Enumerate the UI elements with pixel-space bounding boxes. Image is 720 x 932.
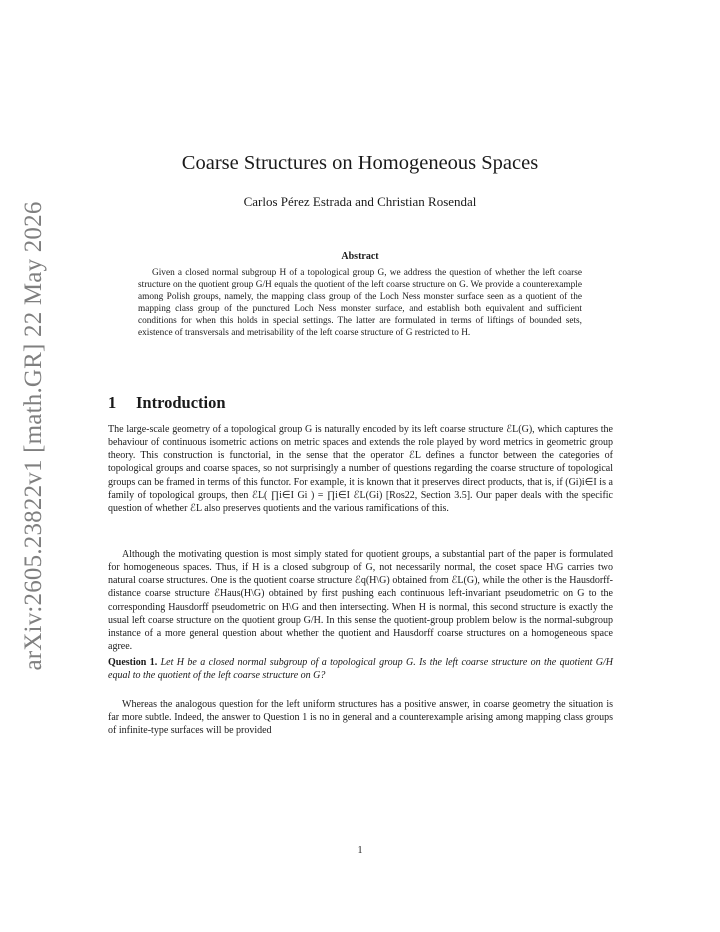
section-heading [108,393,226,413]
intro-paragraph-1: The large-scale geometry of a topological group G is naturally encoded by its left coarse structure ℰL(G), which captures the behaviour of continuous isometric actions on metric spaces and extends the role played by word metrics in geometric group theory. This construction is functorial, in the sense that the operator ℰL defines a functor between the categories of topological groups and coarse spaces, so not surprisingly a number of questions regarding the coarse structure of topological groups can be framed in terms of this functor. For example, it is known that it preserves direct products, that is, if (Gi)i∈I is a family of topological groups, then ℰL( ∏i∈I Gi ) = ∏i∈I ℰL(Gi) [Ros22, Section 3.5]. Our paper deals with the specific question of whether ℰL also preserves quotients and the various ramifications of this. [108,424,613,514]
section-number: 1 [108,393,117,412]
paper-authors: Carlos Pérez Estrada and Christian Rosendal [243,194,477,209]
intro-paragraph-3: Whereas the analogous question for the left uniform structures has a positive answer, in coarse geometry the situation is far more subtle. Indeed, the answer to Question 1 is no in general and a counterexample arising among mapping class groups of infinite-type surfaces will be provided [108,699,613,737]
section-title: Introduction [136,393,226,412]
arxiv-identifier [8,201,60,671]
paper-title: Coarse Structures on Homogeneous Spaces [181,152,539,174]
abstract-text: Given a closed normal subgroup H of a topological group G, we address the question of whether the left coarse structure on the quotient group G/H equals the quotient of the left coarse structure on G. We provide a counterexample among Polish groups, namely, the mapping class group of the Loch Ness monster surface seen as a quotient of the mapping class group of the punctured Loch Ness monster surface, and establish both equivalent and sufficient conditions for when this holds in special settings. The latter are formulated in terms of liftings of bounded sets, existence of transversals and metrisability of the left coarse structure of G restricted to H. [138,268,582,338]
question-1 [108,656,613,682]
intro-paragraph-2: Although the motivating question is most simply stated for quotient groups, a substantial part of the paper is formulated for homogeneous spaces. Thus, if H is a closed subgroup of G, not necessarily normal, the coset space H\G carries two natural coarse structures. One is the quotient coarse structure ℰq(H\G) obtained from ℰL(G), while the other is the Hausdorff-distance coarse structure ℰHaus(H\G) obtained by first pushing each continuous left-invariant pseudometric on G to the corresponding Hausdorff pseudometric on H\G and then intersecting. When H is normal, this second structure is exactly the usual left coarse structure on the quotient group G/H. In this sense the quotient-group problem below is the normal-subgroup instance of a more general question about whether the quotient and Hausdorff coarse structures on a homogeneous space agree. [108,549,613,653]
question-text: Let H be a closed normal subgroup of a topological group G. Is the left coarse structure on the quotient G/H equal to the quotient of the left coarse structure on G? [108,657,614,682]
abstract-heading: Abstract [341,251,379,262]
page-number: 1 [357,845,363,856]
question-label: Question 1. [108,657,158,668]
arxiv-identifier-text: arXiv:2605.23822v1 [math.GR] 22 May 2026 [20,201,47,671]
